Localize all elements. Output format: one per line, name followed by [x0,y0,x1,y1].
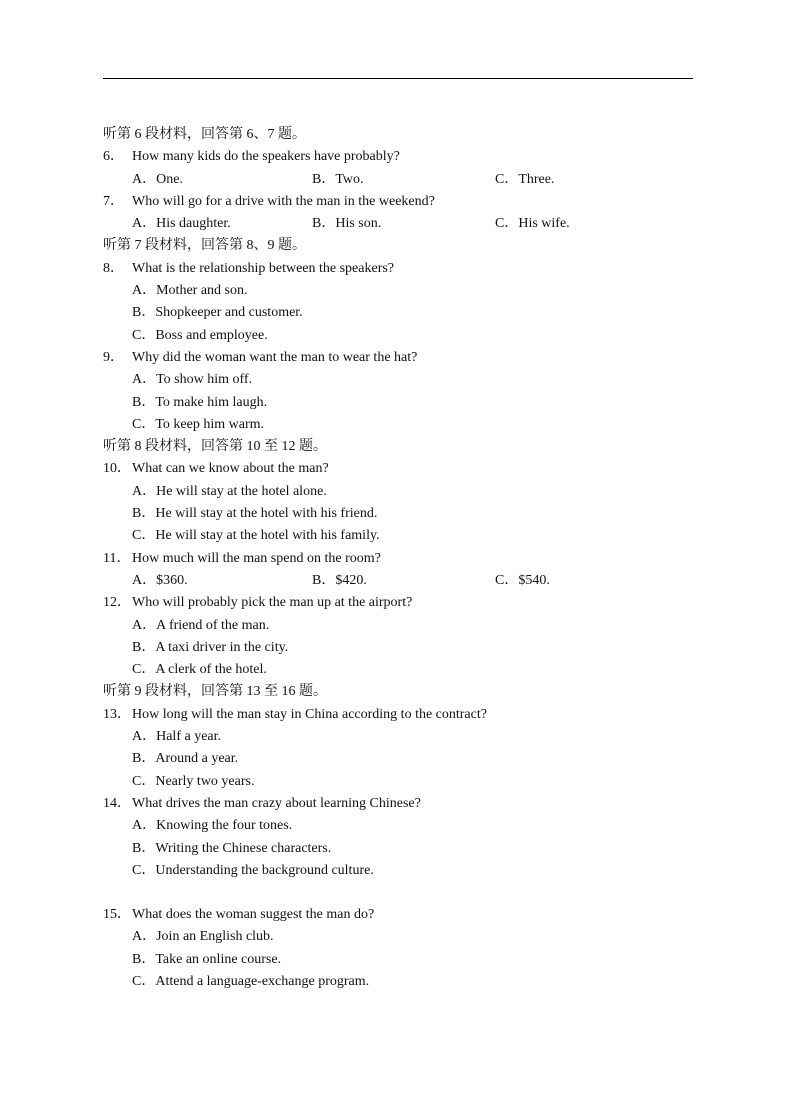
question-text: How long will the man stay in China according to the contract? [132,706,487,722]
question-text: What drives the man crazy about learning Chinese? [132,795,421,811]
header-rule [103,78,693,79]
section-heading: 听第 8 段材料，回答第 10 至 12 题。 [103,439,327,455]
question-number: 6． [103,149,124,165]
option-b: B．He will stay at the hotel with his friend. [132,506,378,522]
question-number: 15． [103,907,131,923]
question-8 [103,258,703,280]
question-11 [103,548,703,570]
question-number: 11． [103,550,131,566]
option-b: B．Shopkeeper and customer. [132,305,303,321]
question-text: Who will probably pick the man up at the airport? [132,595,413,611]
question-6 [103,146,703,168]
option-a: A．Join an English club. [132,929,274,945]
question-9 [103,347,703,369]
option-a: A．Knowing the four tones. [132,818,293,834]
option-c: C．To keep him warm. [132,416,264,432]
question-number: 7． [103,193,124,209]
option-c: C．Attend a language-exchange program. [132,973,370,989]
option-b: B．To make him laugh. [132,394,268,410]
section-heading: 听第 7 段材料，回答第 8、9 题。 [103,238,306,254]
question-text: What is the relationship between the speakers? [132,260,395,276]
option-c: C．He will stay at the hotel with his family. [132,528,380,544]
option-a: A．One. [132,171,183,187]
question-7 [103,191,703,213]
blank-spacer [103,882,703,904]
question-number: 10． [103,461,131,477]
option-b: B．Take an online course. [132,951,282,967]
option-b: B．$420. [312,572,367,588]
question-10 [103,458,703,480]
option-c: C．His wife. [495,216,570,232]
question-text: What can we know about the man? [132,461,329,477]
option-a: A．He will stay at the hotel alone. [132,483,327,499]
question-number: 9． [103,349,124,365]
question-number: 8． [103,260,124,276]
option-b: B．Around a year. [132,751,239,767]
section-heading: 听第 9 段材料，回答第 13 至 16 题。 [103,684,327,700]
question-15 [103,904,703,926]
option-c: C．A clerk of the hotel. [132,662,267,678]
option-a: A．$360. [132,572,188,588]
options-row [103,213,703,235]
option-b: B．Writing the Chinese characters. [132,840,332,856]
question-text: How many kids do the speakers have probably? [132,149,400,165]
question-number: 12． [103,595,131,611]
exam-content [103,124,703,993]
option-c: C．Nearly two years. [132,773,255,789]
option-a: A．His daughter. [132,216,231,232]
question-12 [103,592,703,614]
option-b: B．His son. [312,216,382,232]
option-a: A．To show him off. [132,372,253,388]
question-number: 14． [103,795,131,811]
option-c: C．Understanding the background culture. [132,862,374,878]
question-text: Who will go for a drive with the man in the weekend? [132,193,435,209]
question-text: What does the woman suggest the man do? [132,907,375,923]
question-text: Why did the woman want the man to wear the hat? [132,349,418,365]
question-text: How much will the man spend on the room? [132,550,381,566]
question-number: 13． [103,706,131,722]
options-row [103,570,703,592]
section-heading: 听第 6 段材料，回答第 6、7 题。 [103,127,306,142]
options-row [103,169,703,191]
option-c: C．Three. [495,171,555,187]
question-14 [103,793,703,815]
option-a: A．Mother and son. [132,283,248,299]
option-a: A．Half a year. [132,729,222,745]
option-c: C．Boss and employee. [132,327,268,343]
option-b: B．A taxi driver in the city. [132,639,289,655]
option-a: A．A friend of the man. [132,617,270,633]
option-c: C．$540. [495,572,550,588]
option-b: B．Two. [312,171,364,187]
question-13 [103,704,703,726]
